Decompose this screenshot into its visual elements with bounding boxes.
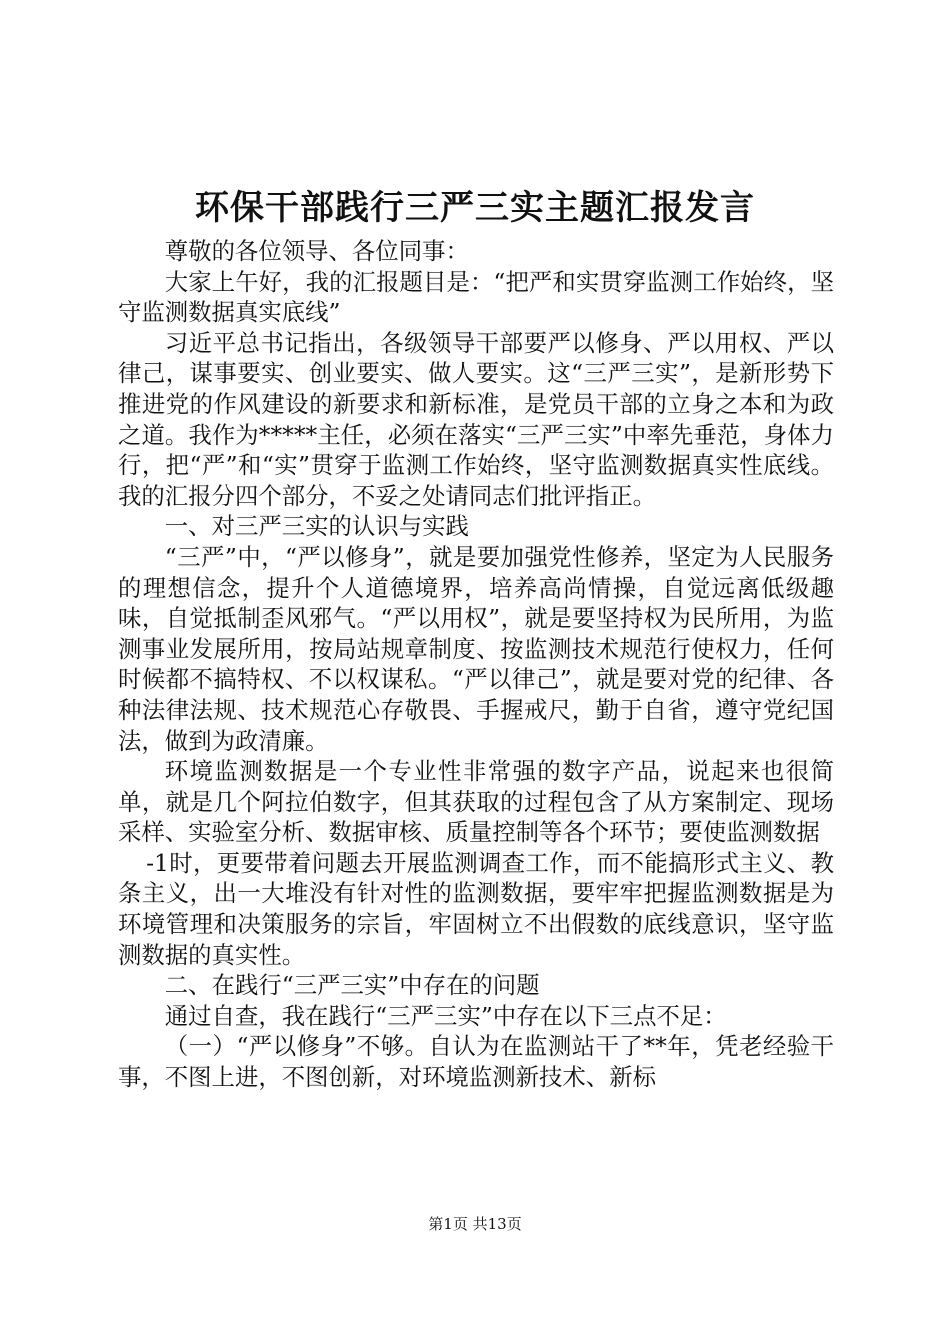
body-paragraph: “三严”中，“严以修身”，就是要加强党性修养，坚定为人民服务的理想信念，提升个人道德境界，培养高尚情操，自觉远离低级趣味，自觉抵制歪风邪气。“严以用权”，就是要坚持权为民所用，为监测事业发展所用，按局站规章制度、按监测技术规范行使权力，任何时候都不搞特权、不以权谋私。“严以律己”，就是要对党的纪律、各种法律法规、技术规范心存敬畏、手握戒尺，勤于自省，遵守党纪国法，做到为政清廉。 [118,542,834,755]
body-paragraph: 通过自查，我在践行“三严三实”中存在以下三点不足： [164,1001,727,1030]
body-paragraph: -1时，更要带着问题去开展监测调查工作，而不能搞形式主义、教条主义，出一大堆没有针对性的监测数据，要牢牢把握监测数据是为环境管理和决策服务的宗旨，牢固树立不出假数的底线意识，坚守监测数据的真实性。 [118,848,834,969]
section-heading-1: 一、对三严三实的认识与实践 [164,512,469,541]
document-body [118,236,834,1093]
report-topic-paragraph: 大家上午好，我的汇报题目是：“把严和实贯穿监测工作始终，坚守监测数据真实底线” [118,267,834,327]
page-number-footer: 第1页 共13页 [428,1215,522,1233]
document-title: 环保干部践行三严三实主题汇报发言 [195,188,755,228]
body-paragraph: （一）“严以修身”不够。自认为在监测站干了**年，凭老经验干事，不图上进，不图创新，对环境监测新技术、新标 [118,1032,834,1092]
body-paragraph: 环境监测数据是一个专业性非常强的数字产品，说起来也很简单，就是几个阿拉伯数字，但其获取的过程包含了从方案制定、现场采样、实验室分析、数据审核、质量控制等各个环节；要使监测数据 [118,757,834,847]
section-heading-2: 二、在践行“三严三实”中存在的问题 [164,971,540,1000]
salutation-paragraph: 尊敬的各位领导、各位同事： [164,237,469,265]
intro-paragraph: 习近平总书记指出，各级领导干部要严以修身、严以用权、严以律己，谋事要实、创业要实、做人要实。这“三严三实”，是新形势下推进党的作风建设的新要求和新标准，是党员干部的立身之本和为政之道。我作为*****主任，必须在落实“三严三实”中率先垂范，身体力行，把“严”和“实”贯穿于监测工作始终，坚守监测数据真实性底线。我的汇报分四个部分，不妥之处请同志们批评指正。 [118,328,834,510]
